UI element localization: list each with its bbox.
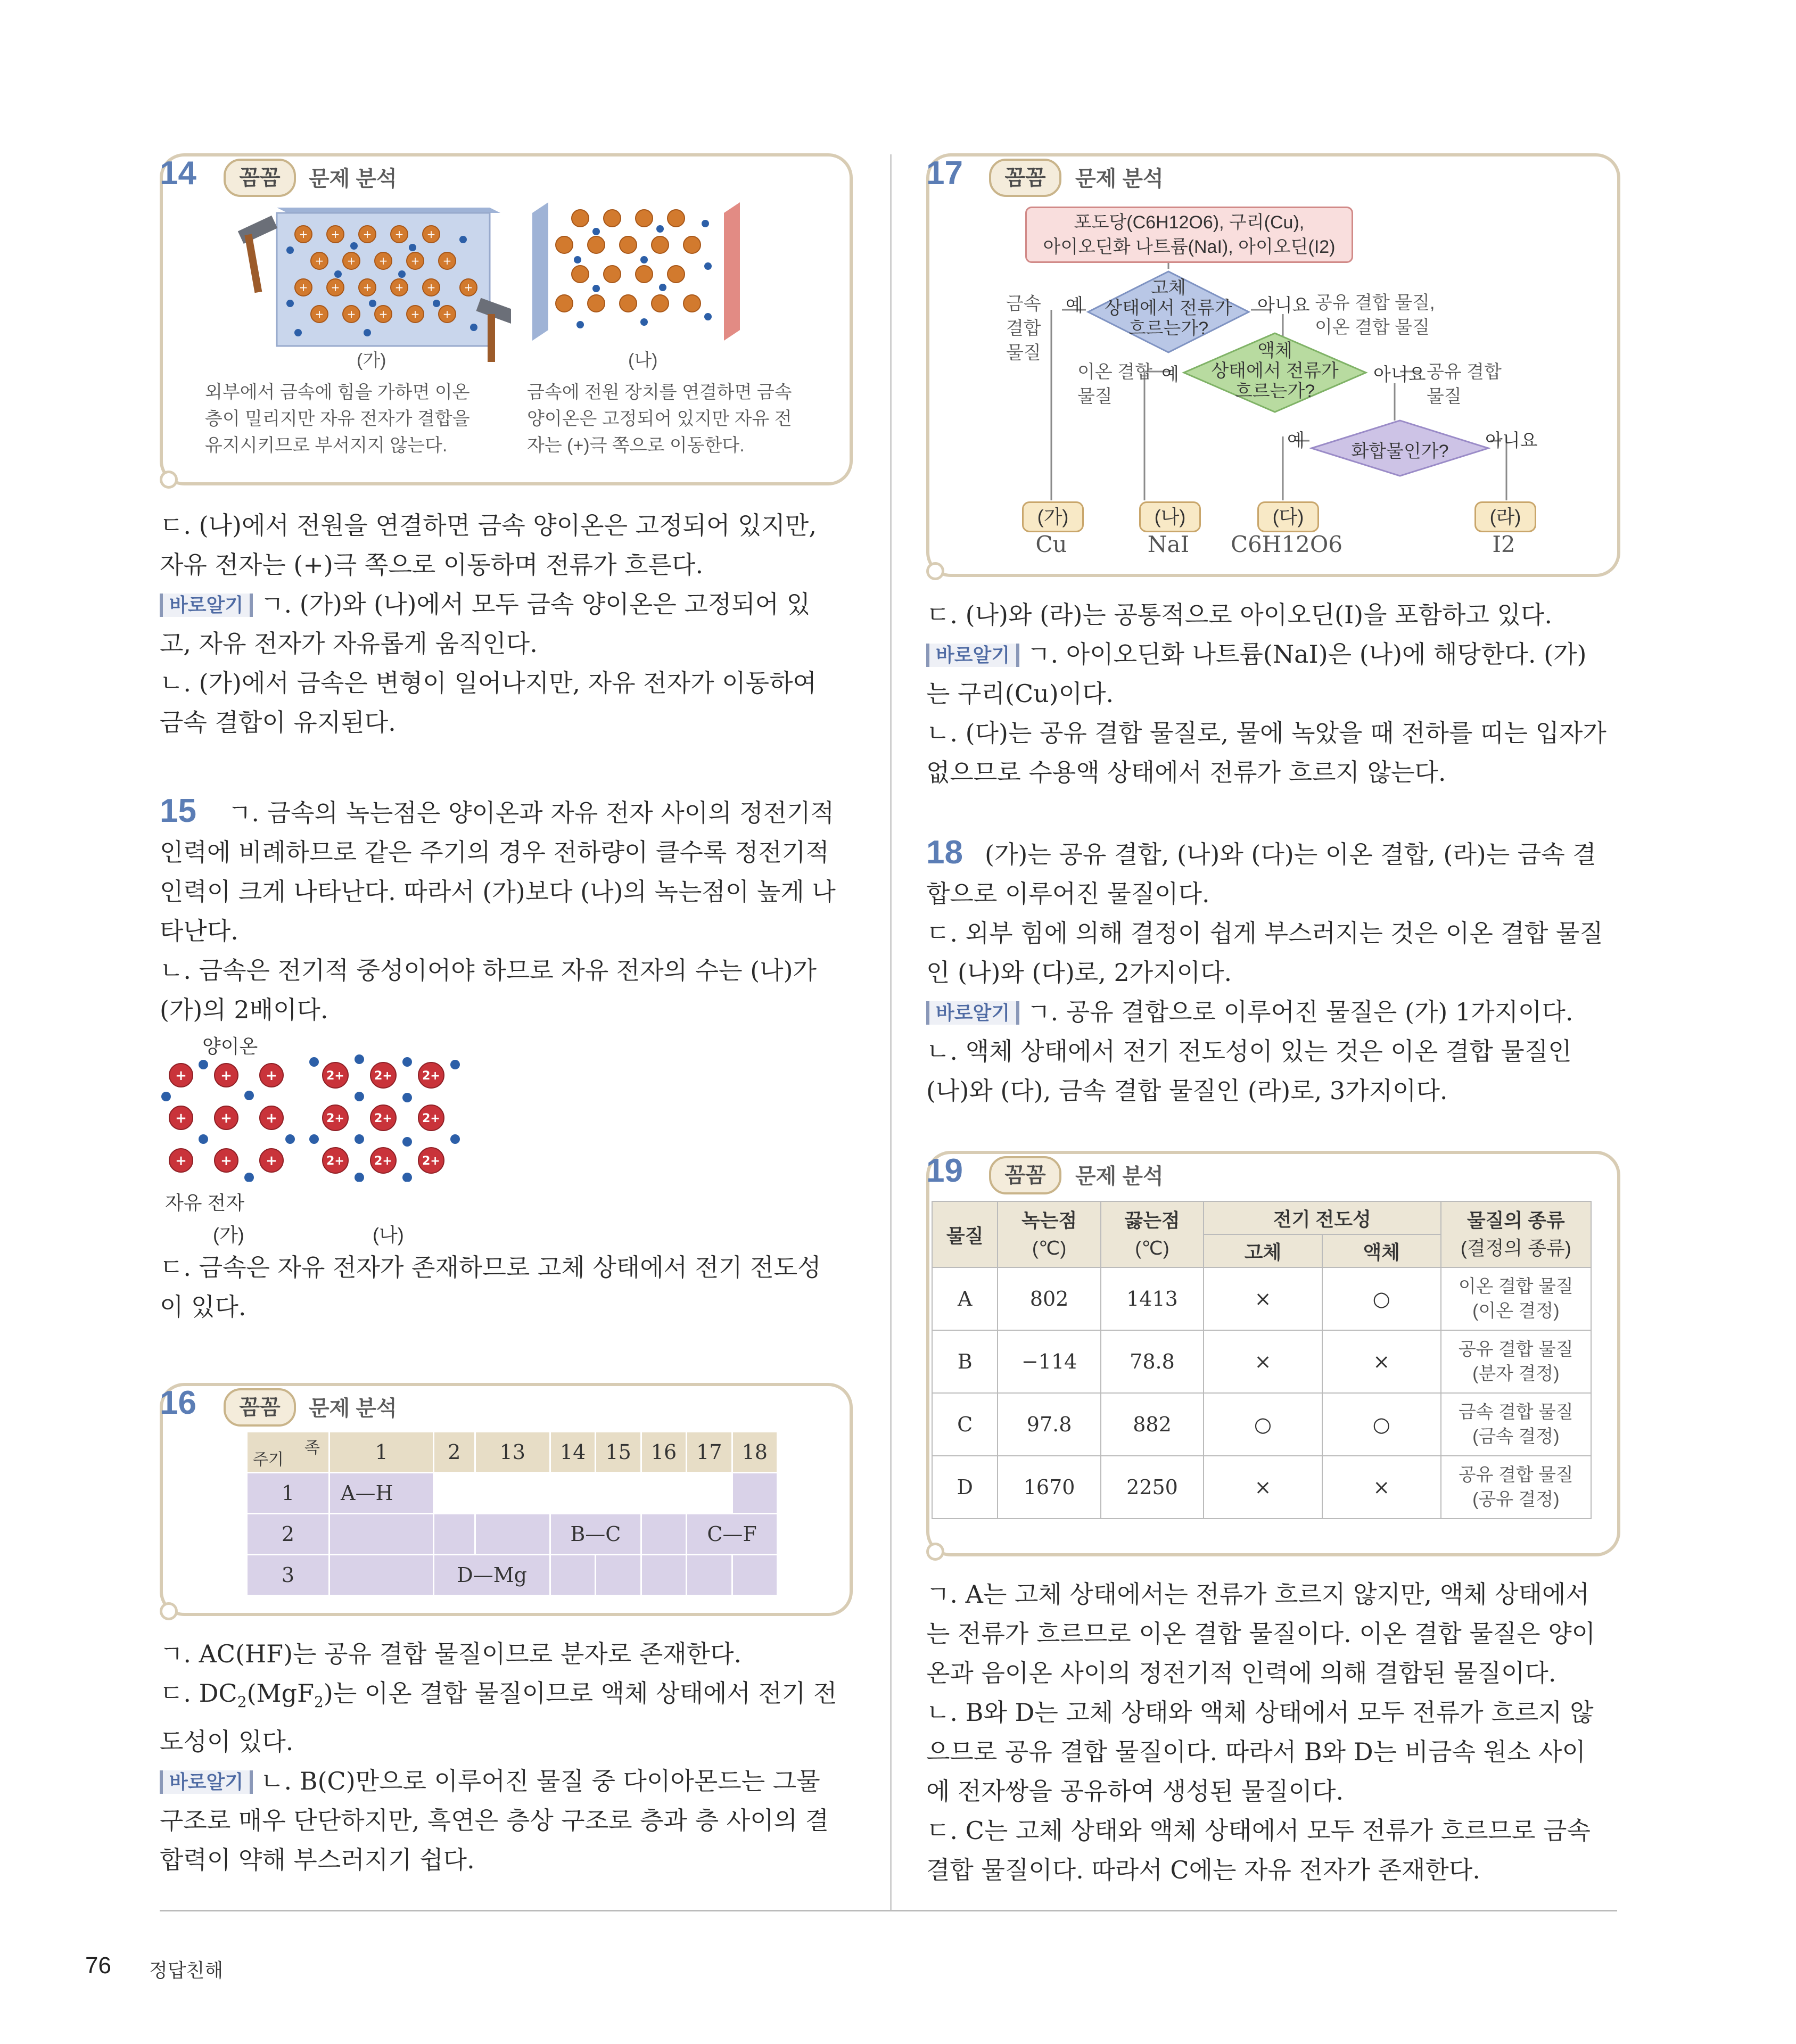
yes-label: 예 bbox=[1066, 295, 1083, 316]
svg-text:+: + bbox=[410, 308, 420, 320]
svg-text:+: + bbox=[363, 228, 372, 241]
no-label: 아니요 bbox=[1485, 431, 1538, 451]
free-electron-label: 자유 전자 bbox=[165, 1192, 245, 1214]
periodic-table bbox=[246, 1431, 778, 1596]
svg-text:+: + bbox=[299, 281, 308, 294]
svg-text:+: + bbox=[331, 281, 340, 294]
svg-text:2+: 2+ bbox=[422, 1155, 440, 1168]
figure-a-label: (가) bbox=[357, 350, 386, 370]
table-row: D 1670 2250 × × 공유 결합 물질 (공유 결정) bbox=[932, 1456, 1591, 1519]
period-header: 1 bbox=[247, 1473, 329, 1514]
svg-text:+: + bbox=[175, 1068, 187, 1084]
question-number: 19 bbox=[926, 1152, 963, 1189]
header-mp: 녹는점 (℃) bbox=[998, 1201, 1100, 1267]
svg-text:+: + bbox=[426, 228, 436, 241]
header-substance: 물질 bbox=[932, 1201, 998, 1267]
metal-bond-label: 금속 결합 물질 bbox=[1006, 294, 1041, 363]
svg-text:+: + bbox=[378, 254, 388, 267]
kkomkkom-badge: 꼼꼼 bbox=[989, 159, 1061, 197]
table-row: C 97.8 882 ○ ○ 금속 결합 물질 (금속 결정) bbox=[932, 1393, 1591, 1456]
group-header: 2 bbox=[434, 1432, 475, 1473]
result-iodine: I2 bbox=[1492, 531, 1515, 557]
result-da-chip: (다) bbox=[1257, 501, 1319, 532]
covalent-label: 공유 결합 물질 bbox=[1427, 362, 1502, 407]
footer-rule bbox=[160, 1910, 1617, 1911]
svg-text:+: + bbox=[266, 1153, 277, 1169]
svg-text:+: + bbox=[331, 228, 340, 241]
svg-text:+: + bbox=[464, 281, 473, 294]
cell-d-mg: D—Mg bbox=[434, 1555, 550, 1596]
result-nai: NaI bbox=[1147, 531, 1190, 557]
group-header: 17 bbox=[687, 1432, 732, 1473]
ion-fig-a-label: (가) bbox=[213, 1224, 244, 1246]
box-end-dot bbox=[926, 1543, 944, 1561]
table-row: A 802 1413 × ○ 이온 결합 물질 (이온 결정) bbox=[932, 1267, 1591, 1330]
baro-label: 바로알기 bbox=[926, 1001, 1019, 1025]
result-na-chip: (나) bbox=[1139, 501, 1201, 532]
group-header: 14 bbox=[550, 1432, 595, 1473]
group-header: 18 bbox=[732, 1432, 777, 1473]
analysis-label: 문제 분석 bbox=[309, 1397, 397, 1420]
group-header: 13 bbox=[475, 1432, 550, 1473]
svg-text:+: + bbox=[363, 281, 372, 294]
cell-b-c: B—C bbox=[550, 1514, 641, 1555]
group-header: 15 bbox=[596, 1432, 641, 1473]
page-number: 76 bbox=[85, 1952, 111, 1979]
kkomkkom-badge: 꼼꼼 bbox=[224, 159, 296, 197]
q18-explanation: (가)는 공유 결합, (나)와 (다)는 이온 결합, (라)는 금속 결 합으로 이루어진 물질이다. ㄷ. 외부 힘에 의해 결정이 쉽게 부스러지는 것은 이온 결합 물질 인 (나)와 (다)로, 2가지이다. 바로알기 ㄱ. 공유 결합으로 이루어진 물질은 (가) 1가지이다. ㄴ. 액체 상태에서 전기 전도성이 있는 것은 이온 결합 물질인 (나)와 (다), 금속 결합 물질인 (라)로, 3가지이다. bbox=[926, 840, 1603, 1105]
svg-text:2+: 2+ bbox=[422, 1069, 440, 1083]
svg-text:2+: 2+ bbox=[326, 1112, 344, 1125]
q14-figure-b bbox=[527, 202, 761, 351]
analysis-label: 문제 분석 bbox=[1075, 167, 1164, 191]
svg-text:+: + bbox=[299, 228, 308, 241]
question-number: 16 bbox=[160, 1384, 196, 1421]
result-ra-chip: (라) bbox=[1474, 501, 1536, 532]
flow-start-box: 포도당(C6H12O6), 구리(Cu), 아이오딘화 나트륨(NaI), 아이오딘(I2) bbox=[1025, 207, 1353, 263]
svg-text:+: + bbox=[442, 308, 452, 320]
svg-text:+: + bbox=[266, 1068, 277, 1084]
analysis-label: 문제 분석 bbox=[1075, 1165, 1164, 1188]
ionic-bond-label: 이온 결합 물질 bbox=[1077, 362, 1152, 407]
q17-explanation: ㄷ. (나)와 (라)는 공통적으로 아이오딘(I)을 포함하고 있다. 바로알기 ㄱ. 아이오딘화 나트륨(NaI)은 (나)에 해당한다. (가) 는 구리(Cu)이다. ㄴ. (다)는 공유 결합 물질로, 물에 녹았을 때 전하를 띠는 입자가 없으므로 수용액 상태에서 전류가 흐르지 않는다. bbox=[926, 600, 1606, 787]
svg-text:+: + bbox=[394, 228, 404, 241]
group-header: 1 bbox=[329, 1432, 434, 1473]
yes-label: 예 bbox=[1161, 365, 1179, 385]
figure-b-label: (나) bbox=[628, 350, 658, 370]
svg-text:+: + bbox=[175, 1110, 187, 1126]
covalent-ionic-label: 공유 결합 물질, 이온 결합 물질 bbox=[1315, 293, 1435, 337]
group-corner: 족 bbox=[304, 1439, 320, 1457]
svg-text:+: + bbox=[378, 308, 388, 320]
cation-label: 양이온 bbox=[202, 1035, 258, 1057]
svg-text:+: + bbox=[394, 281, 404, 294]
period-header: 2 bbox=[247, 1514, 329, 1555]
q15-explanation: ㄱ. 금속의 녹는점은 양이온과 자유 전자 사이의 정전기적 인력에 비례하므로 같은 주기의 경우 전하량이 클수록 정전기적 인력이 크게 나타난다. 따라서 (가)보다 (나)의 녹는점이 높게 나 타난다. ㄴ. 금속은 전기적 중성이어야 하므로 자유 전자의 수는 (나)가 (가)의 2배이다. bbox=[160, 798, 836, 1024]
footer-title: 정답친해 bbox=[149, 1959, 224, 1981]
box-end-dot bbox=[160, 471, 178, 489]
flow-q3-text: 화합물인가? bbox=[1351, 441, 1449, 461]
period-header: 3 bbox=[247, 1555, 329, 1596]
svg-text:2+: 2+ bbox=[326, 1155, 344, 1168]
q16-explanation: ㄱ. AC(HF)는 공유 결합 물질이므로 분자로 존재한다. ㄷ. $DC_2(MgF_2)$는 이온 결합 물질이므로 액체 상태에서 전기 전 도성이 있다. 바로알기 ㄴ. B(C)만으로 이루어진 물질 중 다이아몬드는 그물 구조로 매우 단단하지만, 흑연은 층상 구조로 층과 층 사이의 결 합력이 약해 부스러지기 쉽다. bbox=[160, 1639, 837, 1875]
svg-text:+: + bbox=[175, 1153, 187, 1169]
baro-label: 바로알기 bbox=[926, 644, 1019, 667]
header-liquid: 액체 bbox=[1322, 1234, 1441, 1267]
group-header: 16 bbox=[641, 1432, 686, 1473]
q15-explanation-2: ㄷ. 금속은 자유 전자가 존재하므로 고체 상태에서 전기 전도성 이 있다. bbox=[160, 1253, 821, 1321]
question-number: 18 bbox=[926, 834, 963, 871]
question-number: 15 bbox=[160, 793, 196, 829]
figure-b-caption: 금속에 전원 장치를 연결하면 금속 양이온은 고정되어 있지만 자유 전 자는 (+)극 쪽으로 이동한다. bbox=[527, 382, 792, 456]
flow-q2-text: 액체 상태에서 전류가 흐르는가? bbox=[1211, 341, 1339, 401]
svg-text:+: + bbox=[266, 1110, 277, 1126]
figure-a-caption: 외부에서 금속에 힘을 가하면 이온 층이 밀리지만 자유 전자가 결합을 유지시키므로 부서지지 않는다. bbox=[205, 382, 470, 456]
svg-text:+: + bbox=[442, 254, 452, 267]
svg-text:+: + bbox=[426, 281, 436, 294]
yes-label: 예 bbox=[1287, 431, 1305, 451]
q19-explanation: ㄱ. A는 고체 상태에서는 전류가 흐르지 않지만, 액체 상태에서 는 전류가 흐르므로 이온 결합 물질이다. 이온 결합 물질은 양이 온과 음이온 사이의 정전기적 인력에 의해 결합된 물질이다. ㄴ. B와 D는 고체 상태와 액체 상태에서 모두 전류가 흐르지 않 으므로 공유 결합 물질이다. 따라서 B와 D는 비금속 원소 사이 에 전자쌍을 공유하여 생성된 물질이다. ㄷ. C는 고체 상태와 액체 상태에서 모두 전류가 흐르므로 금속 결합 물질이다. 따라서 C에는 자유 전자가 존재한다. bbox=[926, 1580, 1596, 1884]
svg-text:+: + bbox=[220, 1110, 232, 1126]
table-row: B −114 78.8 × × 공유 결합 물질 (분자 결정) bbox=[932, 1330, 1591, 1393]
header-bp: 끓는점 (℃) bbox=[1101, 1201, 1204, 1267]
kkomkkom-badge: 꼼꼼 bbox=[989, 1156, 1061, 1194]
svg-text:+: + bbox=[220, 1153, 232, 1169]
svg-text:2+: 2+ bbox=[374, 1069, 392, 1083]
ion-fig-b-label: (나) bbox=[373, 1224, 404, 1246]
box-end-dot bbox=[160, 1602, 178, 1620]
question-number: 17 bbox=[926, 155, 963, 192]
cell-a-h: A—H bbox=[329, 1473, 434, 1514]
result-glucose: C6H12O6 bbox=[1230, 531, 1343, 557]
question-number: 14 bbox=[160, 155, 196, 192]
no-label: 아니요 bbox=[1257, 295, 1310, 316]
result-cu: Cu bbox=[1035, 531, 1067, 557]
q14-figure-a bbox=[224, 202, 511, 362]
period-corner: 주기 bbox=[253, 1451, 284, 1469]
q14-explanation: ㄷ. (나)에서 전원을 연결하면 금속 양이온은 고정되어 있지만, 자유 전자는 (+)극 쪽으로 이동하며 전류가 흐른다. 바로알기 ㄱ. (가)와 (나)에서 모두 금속 양이온은 고정되어 있 고, 자유 전자가 자유롭게 움직인다. ㄴ. (가)에서 금속은 변형이 일어나지만, 자유 전자가 이동하여 금속 결합이 유지된다. bbox=[160, 511, 817, 737]
no-label: 아니요 bbox=[1373, 365, 1426, 385]
svg-text:2+: 2+ bbox=[326, 1069, 344, 1083]
cell-c-f: C—F bbox=[687, 1514, 778, 1555]
box-end-dot bbox=[926, 562, 944, 580]
svg-text:+: + bbox=[347, 308, 356, 320]
svg-text:+: + bbox=[315, 308, 324, 320]
svg-text:2+: 2+ bbox=[422, 1112, 440, 1125]
baro-label: 바로알기 bbox=[160, 594, 253, 617]
svg-text:+: + bbox=[347, 254, 356, 267]
header-solid: 고체 bbox=[1204, 1234, 1322, 1267]
column-divider bbox=[890, 154, 892, 1911]
header-conductivity: 전기 전도성 bbox=[1204, 1201, 1440, 1234]
header-kind: 물질의 종류 (결정의 종류) bbox=[1441, 1201, 1591, 1267]
cell-empty bbox=[732, 1473, 777, 1514]
svg-text:+: + bbox=[315, 254, 324, 267]
svg-text:2+: 2+ bbox=[374, 1155, 392, 1168]
kkomkkom-badge: 꼼꼼 bbox=[224, 1388, 296, 1427]
analysis-label: 문제 분석 bbox=[309, 167, 397, 191]
svg-text:2+: 2+ bbox=[374, 1112, 392, 1125]
properties-table bbox=[932, 1201, 1592, 1519]
baro-label: 바로알기 bbox=[160, 1770, 253, 1794]
svg-text:+: + bbox=[410, 254, 420, 267]
svg-text:+: + bbox=[220, 1068, 232, 1084]
flow-q1-text: 고체 상태에서 전류가 흐르는가? bbox=[1105, 278, 1232, 339]
q15-ion-figure bbox=[160, 1054, 468, 1182]
result-ga-chip: (가) bbox=[1022, 501, 1084, 532]
